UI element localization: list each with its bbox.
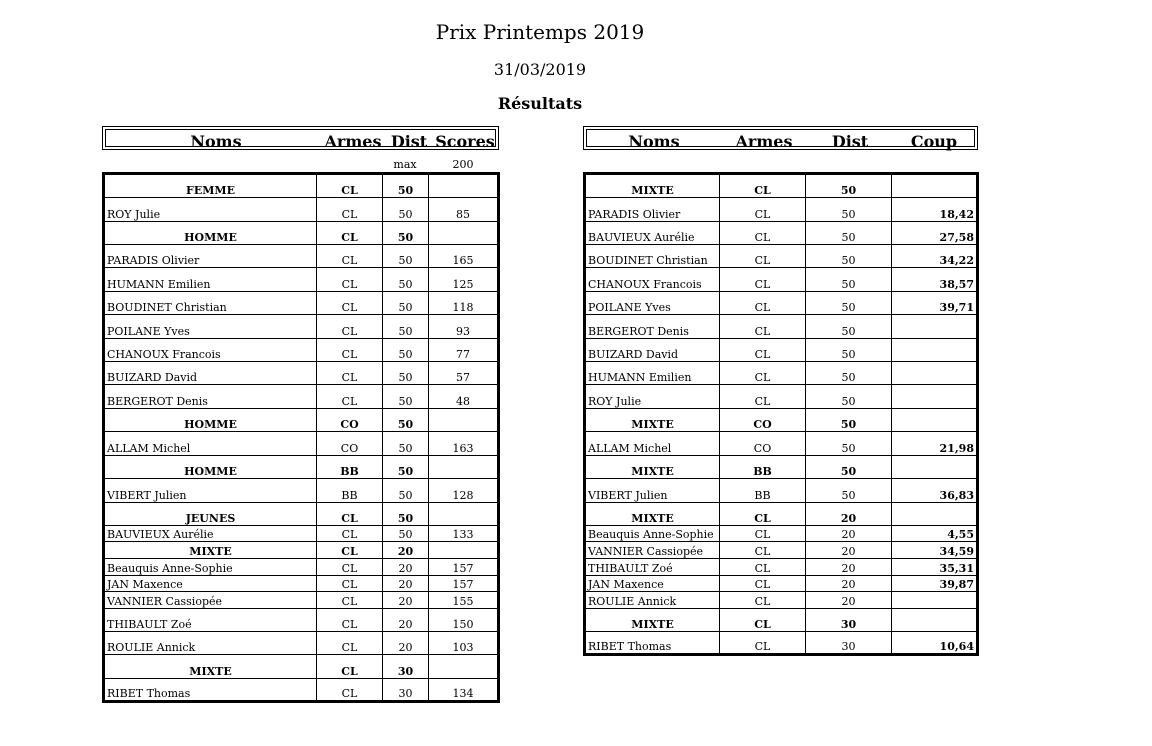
score-cell: 157 <box>429 559 499 576</box>
table-row <box>104 362 499 385</box>
arme-cell: CL <box>720 362 806 385</box>
table-row <box>585 542 978 559</box>
left-sub-score: 200 <box>452 158 474 171</box>
score-cell: 36,83 <box>892 479 978 503</box>
dist-cell: 50 <box>806 198 892 222</box>
group-row <box>104 174 499 198</box>
name-cell: THIBAULT Zoé <box>585 559 720 576</box>
score-cell: 125 <box>429 268 499 292</box>
arme-cell: CO <box>720 432 806 456</box>
arme-cell: CL <box>720 245 806 268</box>
score-cell: 57 <box>429 362 499 385</box>
score-cell: 103 <box>429 632 499 655</box>
dist-cell: 50 <box>806 409 892 432</box>
page-title: Prix Printemps 2019 <box>435 20 645 44</box>
arme-cell: BB <box>317 456 383 479</box>
name-cell: MIXTE <box>585 409 720 432</box>
score-cell: 10,64 <box>892 632 978 655</box>
arme-cell: CL <box>317 339 383 362</box>
name-cell: BOUDINET Christian <box>104 292 317 315</box>
name-cell: MIXTE <box>585 503 720 526</box>
table-row <box>104 315 499 339</box>
dist-cell: 30 <box>383 679 429 702</box>
group-row <box>104 503 499 526</box>
dist-cell: 30 <box>383 655 429 679</box>
score-cell <box>892 362 978 385</box>
group-row <box>585 456 978 479</box>
name-cell: VANNIER Cassiopée <box>585 542 720 559</box>
arme-cell: CL <box>317 526 383 542</box>
name-cell: ALLAM Michel <box>104 432 317 456</box>
group-row <box>104 456 499 479</box>
dist-cell: 20 <box>383 542 429 559</box>
dist-cell: 20 <box>383 576 429 592</box>
left-header-noms: Noms <box>190 132 242 151</box>
dist-cell: 50 <box>383 315 429 339</box>
score-cell: 27,58 <box>892 222 978 245</box>
table-row <box>104 632 499 655</box>
arme-cell: CL <box>317 503 383 526</box>
right-header-armes: Armes <box>735 132 793 151</box>
table-row <box>585 198 978 222</box>
score-cell: 18,42 <box>892 198 978 222</box>
dist-cell: 50 <box>383 268 429 292</box>
arme-cell: CL <box>317 559 383 576</box>
table-row <box>104 292 499 315</box>
dist-cell: 50 <box>806 362 892 385</box>
name-cell: JEUNES <box>104 503 317 526</box>
score-cell <box>429 409 499 432</box>
arme-cell: CL <box>317 245 383 268</box>
score-cell <box>892 592 978 609</box>
arme-cell: CL <box>720 339 806 362</box>
arme-cell: CL <box>720 174 806 198</box>
arme-cell: CL <box>317 362 383 385</box>
score-cell: 85 <box>429 198 499 222</box>
score-cell <box>892 174 978 198</box>
arme-cell: CL <box>720 609 806 632</box>
score-cell <box>892 456 978 479</box>
dist-cell: 50 <box>806 292 892 315</box>
score-cell <box>429 174 499 198</box>
arme-cell: CL <box>317 222 383 245</box>
score-cell: 35,31 <box>892 559 978 576</box>
score-cell <box>892 385 978 409</box>
table-row <box>585 268 978 292</box>
name-cell: Beauquis Anne-Sophie <box>585 526 720 542</box>
group-row <box>585 503 978 526</box>
arme-cell: CL <box>317 292 383 315</box>
group-row <box>585 409 978 432</box>
table-row <box>585 362 978 385</box>
dist-cell: 50 <box>383 409 429 432</box>
dist-cell: 50 <box>806 479 892 503</box>
dist-cell: 50 <box>383 222 429 245</box>
name-cell: BOUDINET Christian <box>585 245 720 268</box>
dist-cell: 20 <box>806 542 892 559</box>
score-cell: 39,71 <box>892 292 978 315</box>
score-cell <box>892 609 978 632</box>
dist-cell: 20 <box>383 632 429 655</box>
dist-cell: 20 <box>806 526 892 542</box>
page-subtitle: Résultats <box>497 94 583 113</box>
name-cell: BUIZARD David <box>585 339 720 362</box>
table-row <box>104 198 499 222</box>
left-sub-dist: max <box>393 158 417 171</box>
page-date: 31/03/2019 <box>493 60 587 79</box>
name-cell: CHANOUX Francois <box>585 268 720 292</box>
arme-cell: CL <box>317 679 383 702</box>
score-cell: 133 <box>429 526 499 542</box>
dist-cell: 30 <box>806 609 892 632</box>
dist-cell: 50 <box>383 198 429 222</box>
name-cell: HUMANN Emilien <box>104 268 317 292</box>
right-header-coup: Coup <box>910 132 958 151</box>
name-cell: HOMME <box>104 409 317 432</box>
dist-cell: 50 <box>806 245 892 268</box>
arme-cell: CL <box>720 526 806 542</box>
arme-cell: CL <box>720 268 806 292</box>
score-cell <box>429 222 499 245</box>
dist-cell: 20 <box>806 576 892 592</box>
name-cell: VANNIER Cassiopée <box>104 592 317 609</box>
arme-cell: CL <box>720 292 806 315</box>
name-cell: MIXTE <box>585 456 720 479</box>
right-header <box>583 126 978 150</box>
name-cell: RIBET Thomas <box>585 632 720 655</box>
arme-cell: CL <box>317 174 383 198</box>
arme-cell: CL <box>720 503 806 526</box>
name-cell: MIXTE <box>104 655 317 679</box>
name-cell: ROY Julie <box>104 198 317 222</box>
right-header-dist: Dist <box>831 132 869 151</box>
dist-cell: 20 <box>383 592 429 609</box>
dist-cell: 50 <box>806 315 892 339</box>
name-cell: POILANE Yves <box>104 315 317 339</box>
table-row <box>585 245 978 268</box>
name-cell: HOMME <box>104 456 317 479</box>
arme-cell: CL <box>317 576 383 592</box>
arme-cell: BB <box>720 456 806 479</box>
table-row <box>104 339 499 362</box>
name-cell: PARADIS Olivier <box>104 245 317 268</box>
table-row <box>585 339 978 362</box>
name-cell: ALLAM Michel <box>585 432 720 456</box>
score-cell: 157 <box>429 576 499 592</box>
arme-cell: CL <box>317 655 383 679</box>
dist-cell: 50 <box>806 385 892 409</box>
table-row <box>585 576 978 592</box>
table-row <box>585 222 978 245</box>
score-cell: 118 <box>429 292 499 315</box>
arme-cell: CL <box>317 268 383 292</box>
name-cell: Beauquis Anne-Sophie <box>104 559 317 576</box>
score-cell: 93 <box>429 315 499 339</box>
table-row <box>104 679 499 702</box>
arme-cell: CL <box>317 315 383 339</box>
arme-cell: CL <box>720 198 806 222</box>
table-row <box>585 385 978 409</box>
left-header <box>102 126 499 150</box>
score-cell: 128 <box>429 479 499 503</box>
score-cell: 77 <box>429 339 499 362</box>
table-row <box>104 245 499 268</box>
dist-cell: 50 <box>383 292 429 315</box>
table-row <box>104 268 499 292</box>
dist-cell: 50 <box>383 362 429 385</box>
dist-cell: 50 <box>383 526 429 542</box>
arme-cell: CL <box>720 222 806 245</box>
score-cell <box>429 542 499 559</box>
dist-cell: 20 <box>383 609 429 632</box>
arme-cell: CO <box>317 409 383 432</box>
name-cell: BAUVIEUX Aurélie <box>585 222 720 245</box>
name-cell: RIBET Thomas <box>104 679 317 702</box>
name-cell: ROULIE Annick <box>104 632 317 655</box>
score-cell: 48 <box>429 385 499 409</box>
dist-cell: 50 <box>383 456 429 479</box>
score-cell <box>429 655 499 679</box>
score-cell: 165 <box>429 245 499 268</box>
dist-cell: 20 <box>806 503 892 526</box>
name-cell: BUIZARD David <box>104 362 317 385</box>
group-row <box>585 609 978 632</box>
arme-cell: CL <box>720 385 806 409</box>
name-cell: MIXTE <box>585 609 720 632</box>
name-cell: BAUVIEUX Aurélie <box>104 526 317 542</box>
dist-cell: 50 <box>383 339 429 362</box>
group-row <box>104 409 499 432</box>
score-cell: 150 <box>429 609 499 632</box>
dist-cell: 20 <box>806 559 892 576</box>
name-cell: HUMANN Emilien <box>585 362 720 385</box>
arme-cell: CL <box>720 542 806 559</box>
name-cell: CHANOUX Francois <box>104 339 317 362</box>
dist-cell: 50 <box>383 503 429 526</box>
score-cell <box>892 409 978 432</box>
name-cell: JAN Maxence <box>585 576 720 592</box>
table-row <box>585 592 978 609</box>
dist-cell: 50 <box>383 245 429 268</box>
score-cell <box>892 339 978 362</box>
arme-cell: CL <box>317 609 383 632</box>
table-row <box>585 559 978 576</box>
arme-cell: CO <box>720 409 806 432</box>
dist-cell: 20 <box>806 592 892 609</box>
group-row <box>104 655 499 679</box>
dist-cell: 50 <box>806 456 892 479</box>
score-cell: 38,57 <box>892 268 978 292</box>
score-cell <box>429 503 499 526</box>
name-cell: ROULIE Annick <box>585 592 720 609</box>
table-row <box>585 292 978 315</box>
left-results-table <box>102 172 500 703</box>
right-header-noms: Noms <box>628 132 680 151</box>
score-cell: 163 <box>429 432 499 456</box>
dist-cell: 50 <box>806 339 892 362</box>
score-cell <box>429 456 499 479</box>
name-cell: MIXTE <box>104 542 317 559</box>
dist-cell: 20 <box>383 559 429 576</box>
name-cell: PARADIS Olivier <box>585 198 720 222</box>
arme-cell: CL <box>720 632 806 655</box>
table-row <box>104 576 499 592</box>
left-header-scores: Scores <box>435 132 495 151</box>
dist-cell: 50 <box>806 222 892 245</box>
arme-cell: CL <box>317 632 383 655</box>
dist-cell: 30 <box>806 632 892 655</box>
left-header-armes: Armes <box>324 132 382 151</box>
name-cell: VIBERT Julien <box>585 479 720 503</box>
name-cell: FEMME <box>104 174 317 198</box>
name-cell: BERGEROT Denis <box>585 315 720 339</box>
group-row <box>585 174 978 198</box>
name-cell: THIBAULT Zoé <box>104 609 317 632</box>
arme-cell: CL <box>317 385 383 409</box>
dist-cell: 50 <box>806 174 892 198</box>
arme-cell: CL <box>317 592 383 609</box>
name-cell: JAN Maxence <box>104 576 317 592</box>
table-row <box>585 315 978 339</box>
group-row <box>104 542 499 559</box>
score-cell: 34,59 <box>892 542 978 559</box>
score-cell: 134 <box>429 679 499 702</box>
table-row <box>104 479 499 503</box>
name-cell: POILANE Yves <box>585 292 720 315</box>
score-cell <box>892 503 978 526</box>
table-row <box>104 432 499 456</box>
table-row <box>104 592 499 609</box>
arme-cell: BB <box>317 479 383 503</box>
table-row <box>585 632 978 655</box>
right-results-table <box>583 172 979 656</box>
dist-cell: 50 <box>383 174 429 198</box>
table-row <box>585 526 978 542</box>
dist-cell: 50 <box>383 432 429 456</box>
name-cell: MIXTE <box>585 174 720 198</box>
dist-cell: 50 <box>383 385 429 409</box>
table-row <box>585 432 978 456</box>
group-row <box>104 222 499 245</box>
dist-cell: 50 <box>806 432 892 456</box>
arme-cell: CL <box>317 542 383 559</box>
score-cell <box>892 315 978 339</box>
table-row <box>104 385 499 409</box>
name-cell: HOMME <box>104 222 317 245</box>
arme-cell: CO <box>317 432 383 456</box>
arme-cell: CL <box>720 592 806 609</box>
table-row <box>585 479 978 503</box>
table-row <box>104 609 499 632</box>
score-cell: 34,22 <box>892 245 978 268</box>
name-cell: VIBERT Julien <box>104 479 317 503</box>
table-row <box>104 559 499 576</box>
arme-cell: CL <box>317 198 383 222</box>
arme-cell: CL <box>720 315 806 339</box>
score-cell: 21,98 <box>892 432 978 456</box>
table-row <box>104 526 499 542</box>
score-cell: 4,55 <box>892 526 978 542</box>
dist-cell: 50 <box>383 479 429 503</box>
name-cell: BERGEROT Denis <box>104 385 317 409</box>
arme-cell: CL <box>720 559 806 576</box>
name-cell: ROY Julie <box>585 385 720 409</box>
score-cell: 155 <box>429 592 499 609</box>
arme-cell: CL <box>720 576 806 592</box>
arme-cell: BB <box>720 479 806 503</box>
score-cell: 39,87 <box>892 576 978 592</box>
left-header-dist: Dist <box>390 132 428 151</box>
dist-cell: 50 <box>806 268 892 292</box>
